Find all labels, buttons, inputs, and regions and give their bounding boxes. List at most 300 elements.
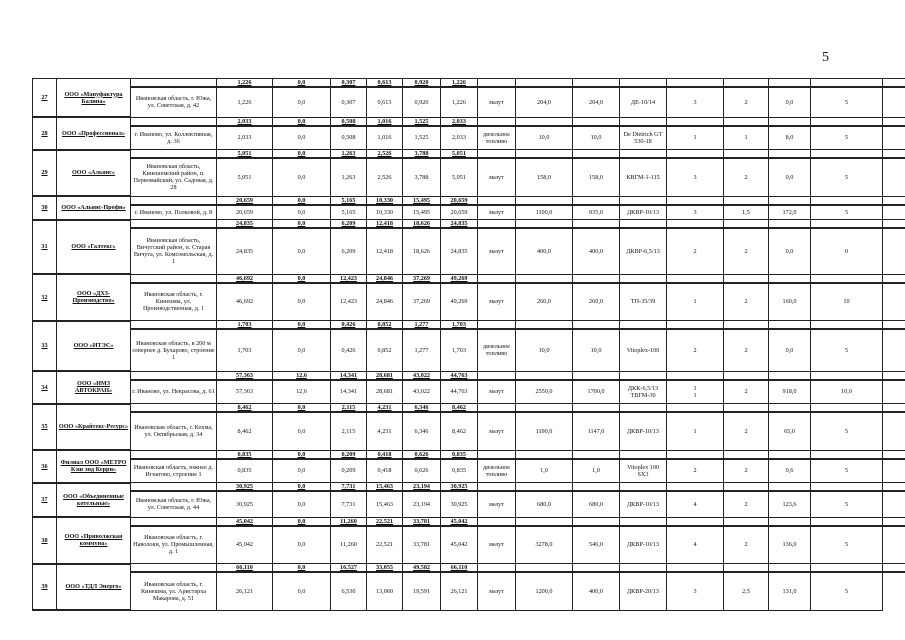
- total-cell: 46,692: [217, 274, 273, 283]
- total-cell: 20,659: [441, 196, 478, 205]
- value-cell: 11,260: [331, 526, 367, 564]
- capacity-2: 10,0: [573, 126, 620, 150]
- row-number: 27: [33, 79, 57, 118]
- fuel-type: мазут: [478, 412, 516, 450]
- value-cell: 0,613: [367, 87, 403, 117]
- boiler-model: ДКВР-10/13: [620, 205, 667, 220]
- value-cell: 1,277: [403, 329, 441, 371]
- total-cell: 0,426: [331, 321, 367, 330]
- fuel-stock: 918,0: [769, 380, 811, 404]
- table-row-detail: [33, 205, 905, 220]
- total-cell: 24,835: [217, 220, 273, 229]
- reserve-days: 2: [724, 526, 769, 564]
- total-cell: 6,346: [403, 404, 441, 413]
- reserve-days: 2: [724, 459, 769, 483]
- category: 5: [811, 459, 883, 483]
- table-row-total: [33, 564, 905, 573]
- value-cell: 12,418: [367, 228, 403, 274]
- total-cell: 45,042: [441, 517, 478, 526]
- value-cell: 0,0: [273, 459, 331, 483]
- value-cell: 8,462: [441, 412, 478, 450]
- boiler-model: ДЕ-10/14: [620, 87, 667, 117]
- value-cell: 0,835: [441, 459, 478, 483]
- address: г. Иваново, ул. Коллективная, д. 36: [131, 126, 217, 150]
- total-cell: 5,051: [441, 150, 478, 159]
- fuel-type: мазут: [478, 491, 516, 517]
- fuel-type: мазут: [478, 526, 516, 564]
- table-row-detail: [33, 283, 905, 321]
- address: г. Иваново, ул. Полковой, д. 8: [131, 205, 217, 220]
- boiler-model: ДКК-6,5/13 ТВГМ-30: [620, 380, 667, 404]
- fuel-type: мазут: [478, 87, 516, 117]
- value-cell: 0,0: [273, 412, 331, 450]
- fuel-type: мазут: [478, 228, 516, 274]
- table-row-detail: [33, 526, 905, 564]
- value-cell: 1,263: [331, 158, 367, 196]
- capacity-2: 204,0: [573, 87, 620, 117]
- value-cell: 44,763: [441, 380, 478, 404]
- table-row-total: [33, 117, 905, 126]
- total-cell: 1,226: [441, 79, 478, 88]
- total-cell: 0,0: [273, 517, 331, 526]
- table-row-total: [33, 450, 905, 459]
- boiler-model: Vitoplex 100 SX3: [620, 459, 667, 483]
- boiler-count: 1: [667, 412, 724, 450]
- table-row-total: [33, 79, 905, 88]
- value-cell: 19,591: [403, 572, 441, 610]
- value-cell: 14,341: [331, 380, 367, 404]
- total-cell: 12,418: [367, 220, 403, 229]
- value-cell: 30,925: [217, 491, 273, 517]
- boiler-count: 1 1: [667, 380, 724, 404]
- value-cell: 45,042: [217, 526, 273, 564]
- capacity-1: 1100,0: [516, 205, 573, 220]
- category: 0: [811, 228, 883, 274]
- organization-name: ООО «ДХЗ-Производство»: [57, 274, 131, 321]
- reserve-days: 2: [724, 412, 769, 450]
- category: 5: [811, 87, 883, 117]
- organization-name: ООО «ИМЗ АВТОКРАН»: [57, 371, 131, 404]
- boiler-count: 2: [667, 329, 724, 371]
- total-cell: 0,613: [367, 79, 403, 88]
- total-cell: 0,0: [273, 483, 331, 492]
- value-cell: 3,788: [403, 158, 441, 196]
- capacity-1: 1190,0: [516, 412, 573, 450]
- total-cell: 24,835: [441, 220, 478, 229]
- boiler-count: 1: [667, 126, 724, 150]
- organization-name: ООО «Альянс»: [57, 150, 131, 197]
- value-cell: 2,115: [331, 412, 367, 450]
- value-cell: 2,033: [217, 126, 273, 150]
- address: Ивановская область, г. Кинешма, ул. Аристарха Макарова, д. 51: [131, 572, 217, 610]
- value-cell: 18,626: [403, 228, 441, 274]
- value-cell: 0,0: [273, 283, 331, 321]
- total-cell: 0,0: [273, 450, 331, 459]
- total-cell: 8,462: [217, 404, 273, 413]
- category: 5: [811, 526, 883, 564]
- value-cell: 0,0: [273, 329, 331, 371]
- total-cell: 49,269: [441, 274, 478, 283]
- category: 5: [811, 158, 883, 196]
- address: Ивановская область, г. Кохма, ул. Октябрьская, д. 34: [131, 412, 217, 450]
- row-number: 32: [33, 274, 57, 321]
- address: Ивановская область, Кинешемский район, п. Первомайский, ул. Садовая, д. 28: [131, 158, 217, 196]
- capacity-1: 260,0: [516, 283, 573, 321]
- total-cell: 4,231: [367, 404, 403, 413]
- capacity-2: 1,0: [573, 459, 620, 483]
- boiler-count: 4: [667, 491, 724, 517]
- total-cell: 57,363: [217, 371, 273, 380]
- fuel-type: дизельное топливо: [478, 126, 516, 150]
- table-row-total: [33, 483, 905, 492]
- total-cell: 2,526: [367, 150, 403, 159]
- boiler-model: ТП-35/39: [620, 283, 667, 321]
- boiler-count: 2: [667, 228, 724, 274]
- value-cell: 8,462: [217, 412, 273, 450]
- capacity-2: 546,0: [573, 526, 620, 564]
- total-cell: 0,835: [217, 450, 273, 459]
- category: 5: [811, 205, 883, 220]
- fuel-stock: 160,0: [769, 283, 811, 321]
- value-cell: 1,016: [367, 126, 403, 150]
- capacity-1: 400,0: [516, 228, 573, 274]
- value-cell: 0,0: [273, 491, 331, 517]
- total-cell: 0,0: [273, 564, 331, 573]
- value-cell: 0,418: [367, 459, 403, 483]
- address: Ивановская область, в 200 м севернее д. Бухарово, строение 1: [131, 329, 217, 371]
- value-cell: 0,0: [273, 126, 331, 150]
- table-row-total: [33, 196, 905, 205]
- capacity-1: 1,0: [516, 459, 573, 483]
- table-row-detail: [33, 380, 905, 404]
- total-cell: 43,022: [403, 371, 441, 380]
- organization-name: ООО «ТДЛ Энерго»: [57, 564, 131, 611]
- category: 5: [811, 412, 883, 450]
- table-row-total: [33, 517, 905, 526]
- value-cell: 0,920: [403, 87, 441, 117]
- total-cell: 0,0: [273, 321, 331, 330]
- value-cell: 0,426: [331, 329, 367, 371]
- total-cell: 0,209: [331, 450, 367, 459]
- total-cell: 14,341: [331, 371, 367, 380]
- capacity-1: 1200,0: [516, 572, 573, 610]
- value-cell: 12,6: [273, 380, 331, 404]
- total-cell: 1,016: [367, 117, 403, 126]
- capacity-2: 1147,0: [573, 412, 620, 450]
- value-cell: 37,269: [403, 283, 441, 321]
- value-cell: 5,051: [217, 158, 273, 196]
- category: 5: [811, 491, 883, 517]
- total-cell: 66,110: [217, 564, 273, 573]
- row-number: 31: [33, 220, 57, 275]
- reserve-days: 1: [724, 126, 769, 150]
- total-cell: 1,277: [403, 321, 441, 330]
- reserve-days: 1,5: [724, 205, 769, 220]
- total-cell: 0,0: [273, 196, 331, 205]
- fuel-stock: 136,0: [769, 526, 811, 564]
- category: 5: [811, 572, 883, 610]
- capacity-1: 10,0: [516, 329, 573, 371]
- total-cell: 0,0: [273, 274, 331, 283]
- value-cell: 6,530: [331, 572, 367, 610]
- fuel-stock: 0,0: [769, 329, 811, 371]
- value-cell: 49,269: [441, 283, 478, 321]
- organization-name: ООО «Альянс-Профи»: [57, 196, 131, 220]
- total-cell: 0,508: [331, 117, 367, 126]
- row-number: 30: [33, 196, 57, 220]
- capacity-2: 158,0: [573, 158, 620, 196]
- total-cell: 0,852: [367, 321, 403, 330]
- organization-name: Филиал ООО «МЕТРО Кэш энд Керри»: [57, 450, 131, 483]
- boiler-model: КВГМ-1-115: [620, 158, 667, 196]
- category: 10,0: [811, 380, 883, 404]
- row-number: 38: [33, 517, 57, 564]
- fuel-stock: 0,0: [769, 228, 811, 274]
- table-row-total: [33, 404, 905, 413]
- total-cell: 18,626: [403, 220, 441, 229]
- value-cell: 30,925: [441, 491, 478, 517]
- capacity-1: 204,0: [516, 87, 573, 117]
- value-cell: 12,423: [331, 283, 367, 321]
- table-row-total: [33, 274, 905, 283]
- value-cell: 10,330: [367, 205, 403, 220]
- fuel-stock: 123,6: [769, 491, 811, 517]
- total-cell: 2,033: [217, 117, 273, 126]
- row-number: 34: [33, 371, 57, 404]
- value-cell: 20,659: [217, 205, 273, 220]
- total-cell: 24,846: [367, 274, 403, 283]
- value-cell: 22,521: [367, 526, 403, 564]
- total-cell: 5,165: [331, 196, 367, 205]
- value-cell: 7,731: [331, 491, 367, 517]
- row-number: 35: [33, 404, 57, 451]
- capacity-1: 3278,0: [516, 526, 573, 564]
- value-cell: 57,363: [217, 380, 273, 404]
- table-row-detail: [33, 572, 905, 610]
- table-row-detail: [33, 412, 905, 450]
- organization-name: ООО «Профессионал»: [57, 117, 131, 150]
- value-cell: 0,626: [403, 459, 441, 483]
- total-cell: 33,781: [403, 517, 441, 526]
- value-cell: 0,835: [217, 459, 273, 483]
- fuel-type: мазут: [478, 572, 516, 610]
- total-cell: 11,260: [331, 517, 367, 526]
- capacity-1: 2550,0: [516, 380, 573, 404]
- boiler-count: 1: [667, 283, 724, 321]
- address: Ивановская область, г. Наволоки, ул. Промышленная, д. 1: [131, 526, 217, 564]
- capacity-2: 400,0: [573, 228, 620, 274]
- boiler-model: Vitoplex-100: [620, 329, 667, 371]
- value-cell: 1,226: [217, 87, 273, 117]
- capacity-2: 935,0: [573, 205, 620, 220]
- table-row-detail: [33, 491, 905, 517]
- value-cell: 0,508: [331, 126, 367, 150]
- boiler-count: 2: [667, 459, 724, 483]
- total-cell: 0,0: [273, 150, 331, 159]
- reserve-days: 2: [724, 283, 769, 321]
- value-cell: 6,346: [403, 412, 441, 450]
- value-cell: 46,692: [217, 283, 273, 321]
- total-cell: 45,042: [217, 517, 273, 526]
- value-cell: 0,0: [273, 526, 331, 564]
- value-cell: 45,042: [441, 526, 478, 564]
- value-cell: 0,0: [273, 158, 331, 196]
- total-cell: 12,6: [273, 371, 331, 380]
- total-cell: 0,626: [403, 450, 441, 459]
- value-cell: 0,209: [331, 459, 367, 483]
- category: 10: [811, 283, 883, 321]
- reserve-days: 2: [724, 158, 769, 196]
- address: Ивановская область, южнее д. Игнатово, строение 1: [131, 459, 217, 483]
- value-cell: 43,022: [403, 380, 441, 404]
- value-cell: 1,703: [217, 329, 273, 371]
- fuel-stock: 0,0: [769, 87, 811, 117]
- capacity-2: 260,0: [573, 283, 620, 321]
- address: Ивановская область, г. Южа, ул. Советская, д. 44: [131, 491, 217, 517]
- value-cell: 15,495: [403, 205, 441, 220]
- total-cell: 37,269: [403, 274, 441, 283]
- capacity-1: 10,0: [516, 126, 573, 150]
- boiler-count: 3: [667, 572, 724, 610]
- table-row-detail: [33, 126, 905, 150]
- value-cell: 24,846: [367, 283, 403, 321]
- total-cell: 22,521: [367, 517, 403, 526]
- row-number: 39: [33, 564, 57, 611]
- total-cell: 0,418: [367, 450, 403, 459]
- total-cell: 16,527: [331, 564, 367, 573]
- total-cell: 0,0: [273, 220, 331, 229]
- reserve-days: 2: [724, 491, 769, 517]
- value-cell: 24,835: [441, 228, 478, 274]
- capacity-2: 400,0: [573, 572, 620, 610]
- fuel-stock: 8,0: [769, 126, 811, 150]
- value-cell: 26,121: [441, 572, 478, 610]
- total-cell: 30,925: [217, 483, 273, 492]
- address: г. Иваново, ул. Некрасова, д. 61: [131, 380, 217, 404]
- organization-name: ООО «ИТЭС»: [57, 321, 131, 372]
- table-row-total: [33, 150, 905, 159]
- total-cell: 49,582: [403, 564, 441, 573]
- value-cell: 13,060: [367, 572, 403, 610]
- value-cell: 20,659: [441, 205, 478, 220]
- value-cell: 0,0: [273, 205, 331, 220]
- row-number: 36: [33, 450, 57, 483]
- value-cell: 5,051: [441, 158, 478, 196]
- value-cell: 15,463: [367, 491, 403, 517]
- organization-name: ООО «Галтекс»: [57, 220, 131, 275]
- total-cell: 28,681: [367, 371, 403, 380]
- address: Ивановская область, Вичугский район, п. Старая Вичуга, ул. Комсомольская, д. 1: [131, 228, 217, 274]
- total-cell: 2,115: [331, 404, 367, 413]
- value-cell: 1,703: [441, 329, 478, 371]
- total-cell: 23,194: [403, 483, 441, 492]
- reserve-days: 2: [724, 87, 769, 117]
- boiler-model: ДКВР-10/13: [620, 412, 667, 450]
- total-cell: 12,423: [331, 274, 367, 283]
- fuel-type: мазут: [478, 283, 516, 321]
- organization-name: ООО «Мануфактура Балина»: [57, 79, 131, 118]
- fuel-stock: 65,0: [769, 412, 811, 450]
- boiler-count: 3: [667, 158, 724, 196]
- reserve-days: 2: [724, 380, 769, 404]
- table-row-detail: [33, 158, 905, 196]
- total-cell: 0,0: [273, 404, 331, 413]
- table-row-detail: [33, 87, 905, 117]
- reserve-days: 2: [724, 329, 769, 371]
- total-cell: 1,703: [441, 321, 478, 330]
- fuel-type: мазут: [478, 158, 516, 196]
- value-cell: 24,835: [217, 228, 273, 274]
- fuel-type: мазут: [478, 380, 516, 404]
- boiler-model: ДКВР-20/13: [620, 572, 667, 610]
- total-cell: 1,263: [331, 150, 367, 159]
- page-number: 5: [822, 50, 829, 65]
- value-cell: 6,209: [331, 228, 367, 274]
- value-cell: 0,852: [367, 329, 403, 371]
- value-cell: 26,121: [217, 572, 273, 610]
- value-cell: 4,231: [367, 412, 403, 450]
- total-cell: 8,462: [441, 404, 478, 413]
- organization-name: ООО «Объединенные котельные»: [57, 483, 131, 518]
- table-row-detail: [33, 329, 905, 371]
- total-cell: 66,110: [441, 564, 478, 573]
- capacity-1: 158,0: [516, 158, 573, 196]
- table-row-total: [33, 321, 905, 330]
- row-number: 37: [33, 483, 57, 518]
- value-cell: 2,033: [441, 126, 478, 150]
- total-cell: 20,659: [217, 196, 273, 205]
- fuel-stock: 172,0: [769, 205, 811, 220]
- row-number: 33: [33, 321, 57, 372]
- capacity-2: 10,0: [573, 329, 620, 371]
- total-cell: 15,495: [403, 196, 441, 205]
- fuel-type: дизельное топливо: [478, 459, 516, 483]
- boiler-count: 3: [667, 87, 724, 117]
- category: 5: [811, 329, 883, 371]
- value-cell: 33,781: [403, 526, 441, 564]
- boiler-model: ДКВР-10/13: [620, 526, 667, 564]
- value-cell: 0,0: [273, 572, 331, 610]
- total-cell: 7,731: [331, 483, 367, 492]
- address: Ивановская область, г. Кинешма, ул. Производственная, д. 1: [131, 283, 217, 321]
- total-cell: 0,835: [441, 450, 478, 459]
- category: 5: [811, 126, 883, 150]
- fuel-stock: 131,0: [769, 572, 811, 610]
- value-cell: 23,194: [403, 491, 441, 517]
- value-cell: 1,525: [403, 126, 441, 150]
- boiler-count: 3: [667, 205, 724, 220]
- value-cell: 0,0: [273, 87, 331, 117]
- table-row-detail: [33, 228, 905, 274]
- reserve-days: 2: [724, 228, 769, 274]
- total-cell: 15,463: [367, 483, 403, 492]
- total-cell: 0,920: [403, 79, 441, 88]
- table-row-total: [33, 220, 905, 229]
- table-row-total: [33, 371, 905, 380]
- total-cell: 1,525: [403, 117, 441, 126]
- boiler-model: ДКВР-6,5/13: [620, 228, 667, 274]
- value-cell: 28,681: [367, 380, 403, 404]
- reserve-days: 2,5: [724, 572, 769, 610]
- fuel-stock: 0,6: [769, 459, 811, 483]
- value-cell: 0,0: [273, 228, 331, 274]
- total-cell: 0,0: [273, 79, 331, 88]
- boiler-model: De Dietrich GT 530-18: [620, 126, 667, 150]
- total-cell: 33,055: [367, 564, 403, 573]
- total-cell: 1,703: [217, 321, 273, 330]
- total-cell: 2,033: [441, 117, 478, 126]
- fuel-type: мазут: [478, 205, 516, 220]
